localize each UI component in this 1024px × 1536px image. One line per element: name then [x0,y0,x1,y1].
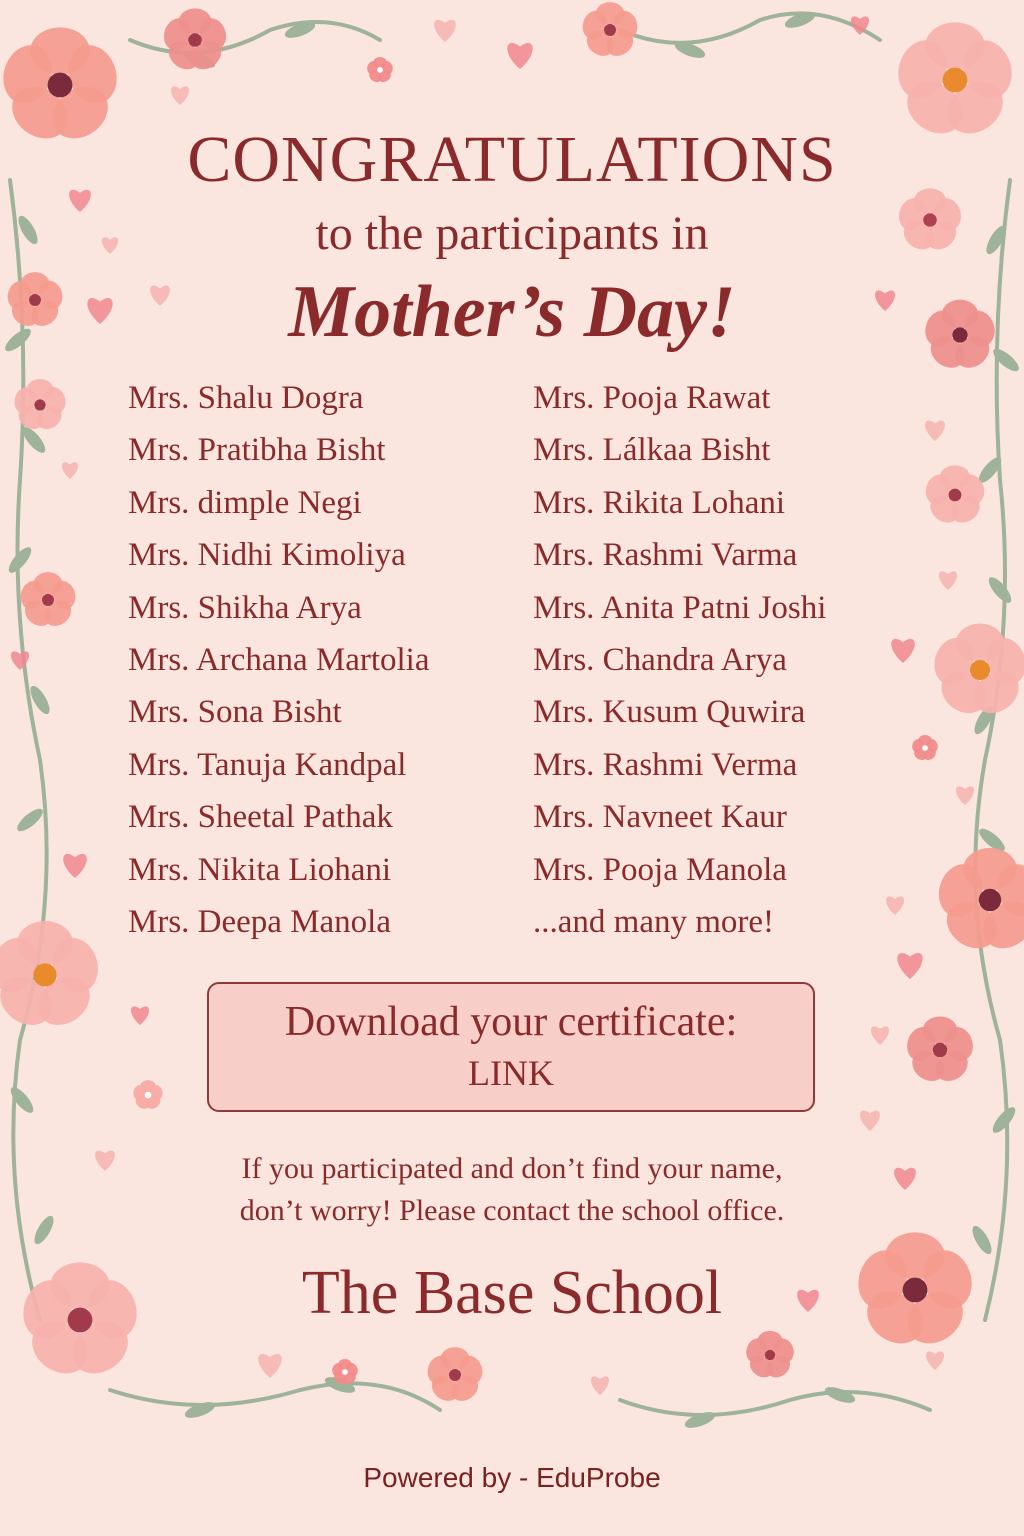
participant-name: Mrs. dimple Negi [128,484,362,521]
leaf-icon [14,805,46,835]
flower-center-icon [34,399,45,410]
heart-icon [871,1026,889,1045]
participant-name: Mrs. Archana Martolia [128,641,430,678]
heart-icon [891,639,915,663]
participant-name: Mrs. Shalu Dogra [128,380,364,416]
participant-name: Mrs. Rikita Lohani [533,484,786,521]
flower-center-icon [42,594,54,606]
participant-name: Mrs. Sheetal Pathak [128,799,393,836]
heart-icon [258,1354,282,1378]
contact-note [0,1148,1024,1232]
flower-center-icon [33,963,56,986]
flower-center-icon [377,67,383,73]
leaf-icon [7,1084,37,1116]
leaf-icon [183,1399,217,1421]
flower-center-icon [145,1092,151,1098]
heart-icon [63,854,87,878]
participant-name: Mrs. Nikita Liohani [128,851,392,888]
certificate-label: Download your certificate: [284,999,738,1045]
flower-center-icon [933,1043,947,1057]
more-participants-text: ...and many more! [533,903,775,940]
heading-congratulations: CONGRATULATIONS [187,123,837,196]
participant-name: Mrs. Navneet Kaur [533,799,787,836]
flower-center-icon [943,68,968,93]
flower-center-icon [48,73,73,98]
heading-event-title: Mother’s Day! [288,271,736,353]
participant-name: Mrs. Deepa Manola [128,903,392,940]
flower-center-icon [604,24,616,36]
participant-name: Mrs. Rashmi Verma [533,746,798,783]
participant-name: Mrs. Pratibha Bisht [128,432,386,469]
participant-name: Mrs. Kusum Quwira [533,694,806,731]
participant-name: Mrs. Lálkaa Bisht [533,432,771,469]
leaf-icon [823,1384,857,1406]
stem [620,13,880,43]
participant-list-right [533,372,826,948]
participant-list-left [128,372,430,948]
heading-subtitle: to the participants in [315,207,709,260]
participant-name: Mrs. Shikha Arya [128,589,362,626]
flower-center-icon [342,1369,348,1375]
certificate-download-box[interactable] [207,982,815,1112]
heart-icon [897,953,922,979]
leaf-icon [5,544,35,576]
flower-center-icon [979,889,1001,911]
participant-name: Mrs. Sona Bisht [128,694,342,731]
participant-name: Mrs. Anita Patni Joshi [533,589,827,626]
stem [110,1383,440,1410]
flower-center-icon [188,33,202,47]
powered-by: Powered by - EduProbe [363,1462,661,1493]
heart-icon [434,20,456,42]
heart-icon [925,421,945,441]
heart-icon [886,896,904,915]
heart-icon [131,1006,149,1025]
participant-name: Mrs. Chandra Arya [533,641,787,678]
flower-center-icon [765,1350,775,1360]
certificate-link[interactable]: LINK [468,1053,554,1093]
flower-center-icon [949,489,962,502]
heart-icon [507,43,532,69]
heart-icon [591,1376,609,1395]
participant-name: Mrs. Tanuja Kandpal [128,746,407,783]
school-name: The Base School [301,1259,723,1327]
flower-center-icon [922,745,928,751]
leaf-icon [683,1409,717,1431]
heart-icon [62,462,78,479]
heart-icon [860,1111,880,1131]
heart-icon [171,86,189,105]
contact-note-line2: don’t worry! Please contact the school office. [239,1194,785,1227]
leaf-icon [989,1104,1019,1136]
heart-icon [926,1351,944,1370]
flower-center-icon [449,1369,461,1381]
stem [620,1392,930,1415]
participant-name: Mrs. Pooja Manola [533,851,787,888]
heart-icon [956,786,974,805]
contact-note-line1: If you participated and don’t find your name, [241,1152,783,1185]
heart-icon [939,571,957,590]
flower-center-icon [970,660,990,680]
participant-name: Mrs. Rashmi Varma [533,537,798,574]
participant-name: Mrs. Pooja Rawat [533,380,771,416]
participant-name: Mrs. Nidhi Kimoliya [128,537,406,574]
leaf-icon [985,574,1015,606]
